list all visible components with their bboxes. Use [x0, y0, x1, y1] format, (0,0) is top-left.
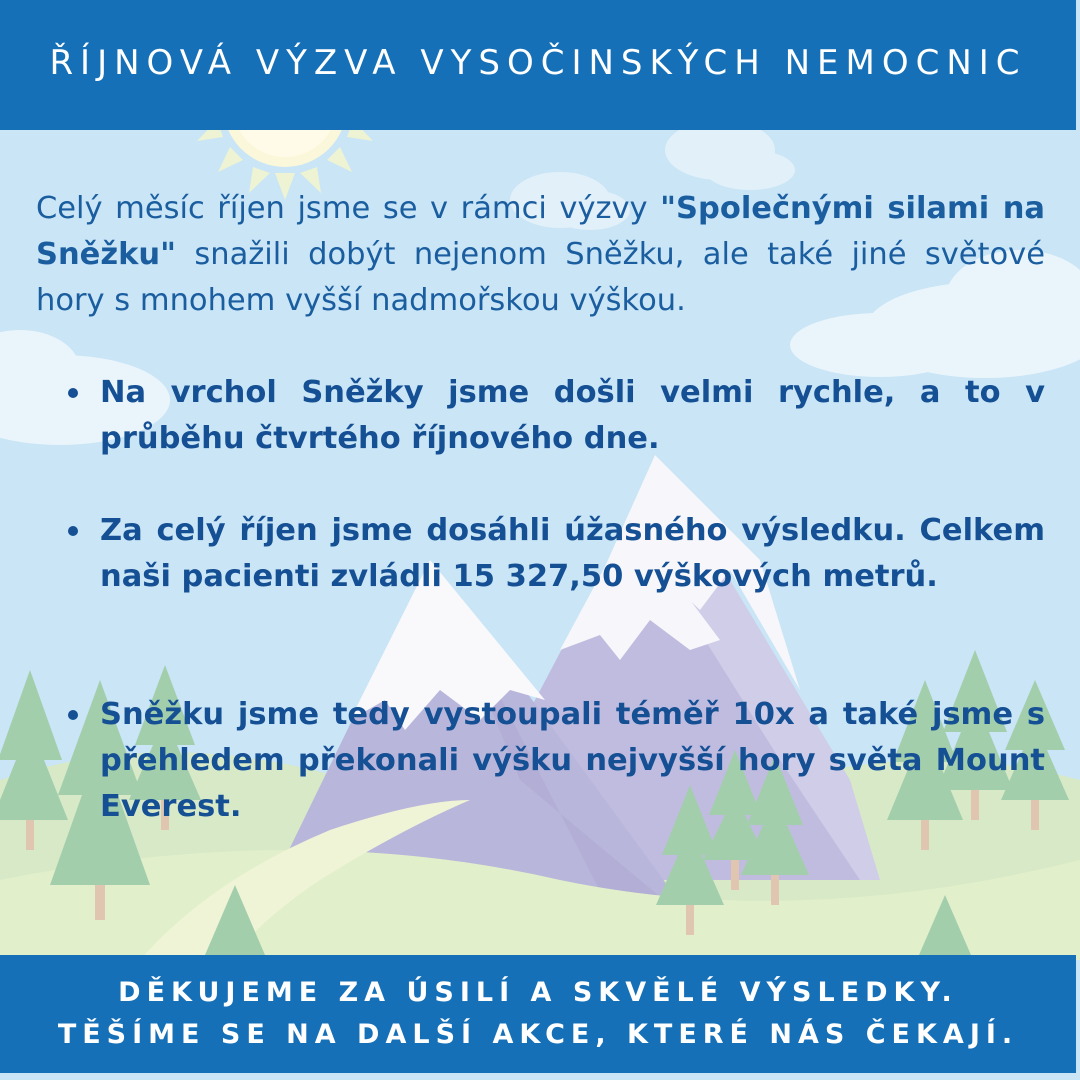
list-item-text: Na vrchol Sněžky jsme došli velmi rychle, a to v průběhu čtvrtého říjnového dne. — [100, 375, 1045, 456]
footer-bar — [0, 955, 1076, 1073]
bullet-icon — [68, 526, 78, 536]
bullet-icon — [68, 388, 78, 398]
list-item-text: Za celý říjen jsme dosáhli úžasného výsledku. Celkem naši pacienti zvládli 15 327,50 výškových metrů. — [100, 513, 1045, 594]
intro-text-before: Celý měsíc říjen jsme se v rámci výzvy — [36, 191, 661, 226]
list-item — [100, 370, 1045, 462]
header-bar — [0, 0, 1076, 130]
list-item — [100, 508, 1045, 600]
list-item — [100, 692, 1045, 830]
intro-text-after: snažili dobýt nejenom Sněžku, ale také jiné světové hory s mnohem vyšší nadmořskou výškou. — [36, 237, 1045, 318]
page-title: ŘÍJNOVÁ VÝZVA VYSOČINSKÝCH NEMOCNIC — [49, 43, 1027, 83]
intro-paragraph — [36, 186, 1045, 324]
footer-next-events: TĚŠÍME SE NA DALŠÍ AKCE, KTERÉ NÁS ČEKAJÍ. — [57, 1019, 1019, 1050]
footer-thanks: DĚKUJEME ZA ÚSILÍ A SKVĚLÉ VÝSLEDKY. — [118, 977, 958, 1008]
bullet-icon — [68, 710, 78, 720]
list-item-text: Sněžku jsme tedy vystoupali téměř 10x a také jsme s přehledem překonali výšku nejvyšší hory světa Mount Everest. — [100, 697, 1045, 824]
challenge-name: "Společnými silami na Sněžku" — [36, 191, 1045, 272]
